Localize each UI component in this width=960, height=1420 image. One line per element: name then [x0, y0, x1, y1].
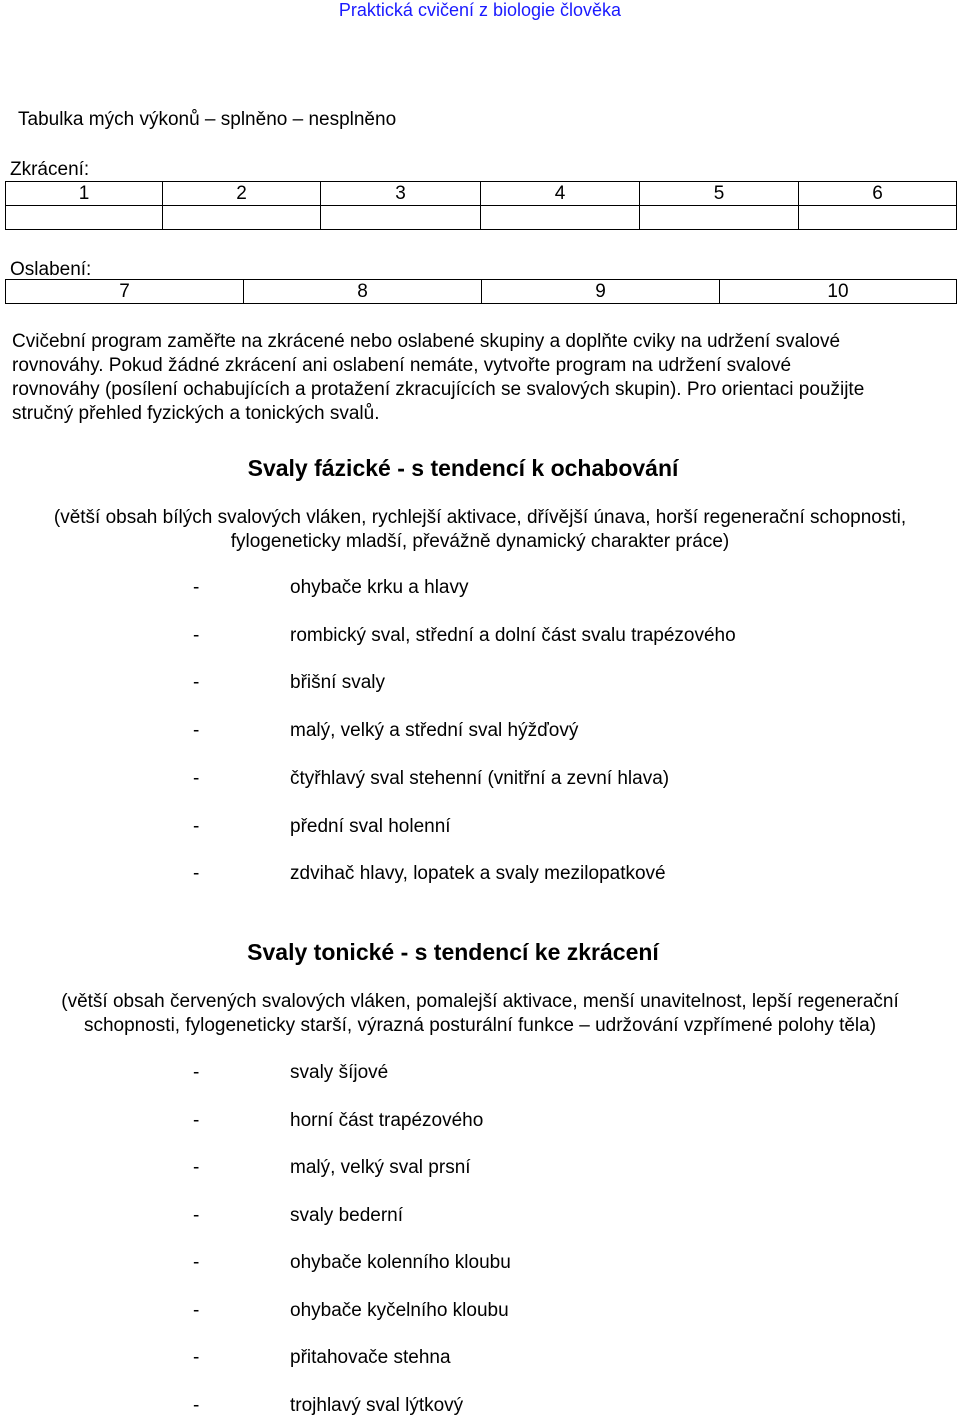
list-item: [0, 1299, 960, 1323]
shortening-result-cell[interactable]: [321, 206, 481, 230]
instructions-paragraph: [12, 330, 864, 426]
shortening-result-cell[interactable]: [481, 206, 640, 230]
list-item: [0, 862, 960, 886]
bullet-dash: -: [193, 815, 200, 837]
list-item: [0, 815, 960, 839]
tonic-description-line: (větší obsah červených svalových vláken, pomalejší aktivace, menší unavitelnost, lepší regenerační: [61, 991, 899, 1012]
shortening-label: Zkrácení:: [10, 159, 90, 180]
shortening-result-cell[interactable]: [640, 206, 799, 230]
list-item-text: ohybače kolenního kloubu: [290, 1252, 511, 1273]
list-item-text: čtyřhlavý sval stehenní (vnitřní a zevní hlava): [290, 767, 670, 789]
list-item-text: přední sval holenní: [290, 815, 451, 837]
list-item: [0, 767, 960, 791]
list-item: [0, 1156, 960, 1180]
instructions-line: rovnováhy (posílení ochabujících a protažení zkracujících se svalových skupin). Pro orientaci použijte: [12, 379, 865, 400]
tonic-description: [0, 990, 960, 1038]
list-item: [0, 576, 960, 600]
shortening-result-row: [6, 206, 957, 230]
instructions-line: rovnováhy. Pokud žádné zkrácení ani oslabení nemáte, vytvořte program na udržení svalové: [12, 355, 792, 376]
weakening-col-8: 8: [244, 280, 482, 304]
weakening-label: Oslabení:: [10, 259, 92, 280]
list-item-text: svaly bederní: [290, 1204, 404, 1226]
scores-title: Tabulka mých výkonů – splněno – nesplněno: [18, 109, 397, 130]
list-item: [0, 1346, 960, 1370]
bullet-dash: -: [193, 1157, 200, 1178]
list-item: [0, 1204, 960, 1228]
list-item-text: trojhlavý sval lýtkový: [290, 1394, 464, 1416]
shortening-table: [5, 181, 957, 230]
list-item-text: malý, velký a střední sval hýžďový: [290, 720, 579, 742]
list-item: [0, 1251, 960, 1275]
phasic-heading: Svaly fázické - s tendencí k ochabování: [247, 455, 679, 481]
list-item-text: svaly šíjové: [290, 1062, 389, 1083]
bullet-dash: -: [193, 1109, 200, 1131]
shortening-result-cell[interactable]: [799, 206, 957, 230]
instructions-line: Cvičební program zaměřte na zkrácené nebo oslabené skupiny a doplňte cviky na udržení svalové: [12, 331, 841, 352]
bullet-dash: -: [193, 672, 200, 694]
list-item-text: ohybače krku a hlavy: [290, 577, 469, 598]
list-item-text: ohybače kyčelního kloubu: [290, 1299, 509, 1321]
list-item-text: horní část trapézového: [290, 1109, 484, 1131]
list-item-text: přitahovače stehna: [290, 1347, 451, 1368]
shortening-col-1: 1: [6, 182, 163, 206]
bullet-dash: -: [193, 1062, 200, 1083]
bullet-dash: -: [193, 1204, 200, 1226]
shortening-col-3: 3: [321, 182, 481, 206]
tonic-heading: Svaly tonické - s tendencí ke zkrácení: [247, 939, 659, 965]
bullet-dash: -: [193, 1394, 200, 1416]
list-item: [0, 1394, 960, 1418]
bullet-dash: -: [193, 720, 200, 742]
weakening-col-7: 7: [6, 280, 244, 304]
list-item: [0, 624, 960, 648]
bullet-dash: -: [193, 863, 200, 885]
shortening-header-row: [6, 182, 957, 206]
shortening-result-cell[interactable]: [163, 206, 321, 230]
instructions-line: stručný přehled fyzických a tonických svalů.: [12, 403, 380, 424]
phasic-description: [0, 506, 960, 554]
list-item: [0, 1109, 960, 1133]
weakening-header-row: [6, 280, 957, 304]
shortening-col-4: 4: [481, 182, 640, 206]
shortening-result-cell[interactable]: [6, 206, 163, 230]
shortening-col-5: 5: [640, 182, 799, 206]
list-item: [0, 719, 960, 743]
bullet-dash: -: [193, 1299, 200, 1321]
list-item-text: rombický sval, střední a dolní část svalu trapézového: [290, 624, 736, 646]
bullet-dash: -: [193, 767, 200, 789]
shortening-col-6: 6: [799, 182, 957, 206]
shortening-col-2: 2: [163, 182, 321, 206]
list-item: [0, 671, 960, 695]
weakening-col-10: 10: [720, 280, 957, 304]
weakening-col-9: 9: [482, 280, 720, 304]
weakening-table: [5, 279, 957, 304]
list-item-text: břišní svaly: [290, 672, 386, 694]
bullet-dash: -: [193, 577, 200, 598]
bullet-dash: -: [193, 1347, 200, 1368]
bullet-dash: -: [193, 624, 200, 646]
document-header-title: Praktická cvičení z biologie člověka: [338, 0, 622, 20]
bullet-dash: -: [193, 1252, 200, 1273]
phasic-description-line: (větší obsah bílých svalových vláken, rychlejší aktivace, dřívější únava, horší regenerační schopnosti,: [53, 507, 907, 528]
list-item-text: malý, velký sval prsní: [290, 1157, 471, 1178]
list-item-text: zdvihač hlavy, lopatek a svaly mezilopatkové: [290, 863, 666, 885]
list-item: [0, 1061, 960, 1085]
phasic-description-line: fylogeneticky mladší, převážně dynamický charakter práce): [230, 531, 730, 552]
tonic-description-line: schopnosti, fylogeneticky starší, výrazná posturální funkce – udržování vzpřímené polohy těla): [83, 1015, 877, 1036]
